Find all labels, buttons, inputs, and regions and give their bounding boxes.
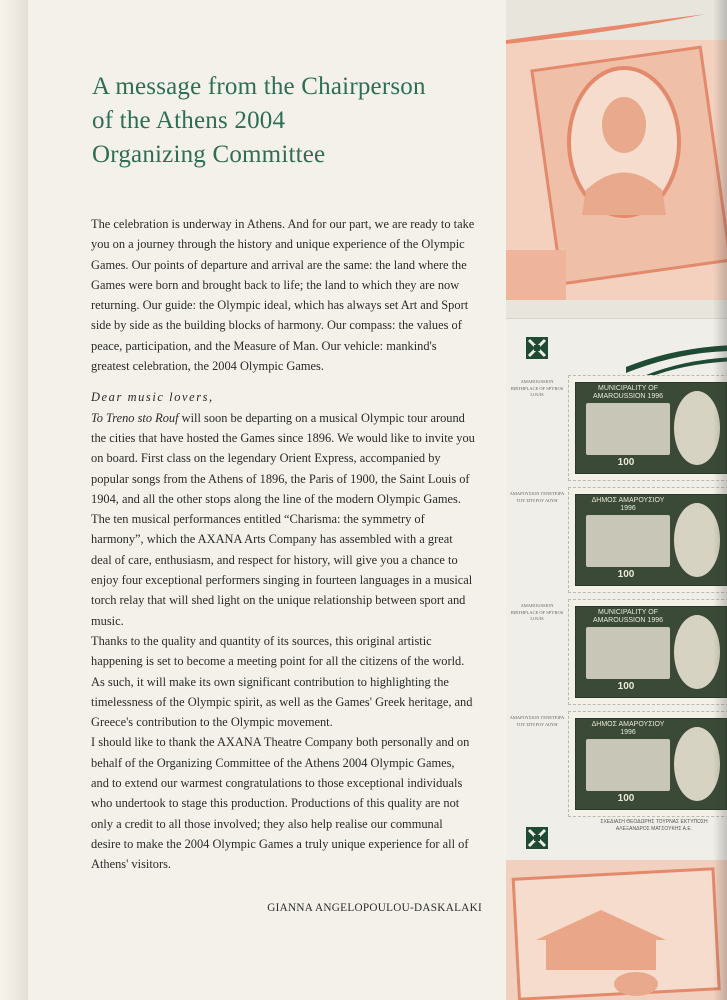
orange-swoosh: [506, 14, 727, 44]
page-edge: [0, 0, 29, 1000]
signature: GIANNA ANGELOPOULOU-DASKALAKI: [267, 902, 482, 914]
stamp-row: [506, 711, 727, 817]
stamp-header: MUNICIPALITY OF AMAROUSSION 1996: [592, 385, 664, 400]
stamp-value: 100: [617, 793, 635, 804]
paragraph-1: [91, 408, 475, 509]
stamp-sheet: [506, 318, 727, 863]
stamp-row: [506, 375, 727, 481]
cross-mark-icon: [526, 337, 548, 359]
stamp-picture: [586, 627, 670, 679]
cross-mark-icon: [526, 827, 548, 849]
paragraph-2: The ten musical performances entitled “Charisma: the symmetry of harmony”, which the AXANA Arts Company has assembled with a great deal of care, enthusiasm, and respect for history, will give you a chance to enjoy four exceptional performers singing in fourteen languages in a musical torch relay that will shed light on the unique relationship between sport and music.: [91, 512, 473, 628]
stamp-row: [506, 599, 727, 705]
stamp-picture: [586, 739, 670, 791]
page-title: [92, 70, 472, 172]
intro-paragraph: The celebration is underway in Athens. And for our part, we are ready to take you on a journey through the history and unique experience of the Olympic Games. Our points of departure and arrival are the same: the land where the Games were born and brought back to life; the land to which they are now returning. Our guide: the Olympic ideal, which has always set Art and Sport side by side as the building blocks of harmony. Our compass: the values of peace, participation, and the Measure of Man. Our vehicle: mankind's greatest celebration, the 2004 Olympic Games.: [91, 217, 475, 374]
stamp-picture: [586, 403, 670, 455]
stamp: [568, 599, 727, 705]
stamp-header: MUNICIPALITY OF AMAROUSSION 1996: [592, 609, 664, 624]
stamp-face: [575, 606, 727, 698]
stamp-caption: AMAROUSSION BIRTHPLACE OF SPYROS LOUIS: [510, 379, 564, 398]
stamp-caption: ΑΜΑΡΟΥΣΙΟΝ ΓΕΝΕΤΕΙΡΑ ΤΟΥ ΣΠΥΡΟΥ ΛΟΥΗ: [509, 491, 565, 503]
stamp-value: 100: [617, 569, 635, 580]
stamp-caption: AMAROUSSION BIRTHPLACE OF SPYROS LOUIS: [510, 603, 564, 622]
orange-stamp-illustration: [506, 40, 727, 300]
green-swoosh: [626, 337, 727, 377]
stamp-face: [575, 382, 727, 474]
message-body: [91, 214, 475, 875]
stamp: [568, 487, 727, 593]
stamp-header: ΔΗΜΟΣ ΑΜΑΡΟΥΣΙΟΥ 1996: [591, 721, 665, 736]
stamp: [568, 711, 727, 817]
title-line-1: A message from the Chairperson: [92, 73, 426, 100]
stamp-value: 100: [617, 457, 635, 468]
paragraph-1-text: will soon be departing on a musical Olympic tour around the cities that have hosted the Games since 1896. We would like to invite you on board. First class on the legendary Orient Express, accompanied by popular songs from the Athens of 1896, the Paris of 1900, the Saint Louis of 1904, and all the other stops along the line of the modern Olympic Games.: [91, 410, 475, 506]
title-line-3: Organizing Committee: [92, 141, 326, 168]
stamp: [568, 375, 727, 481]
orange-stamp-illustration: [506, 860, 727, 1000]
sheet-credit: ΣΧΕΔΙΑΣΗ ΘΕΟΔΩΡΗΣ ΤΟΥΡΝΑΣ ΕΚΤΥΠΩΣΗ ΑΛΕΞΑΝΔΡΟΣ ΜΑΤΣΟΥΚΗΣ Α.Ε.: [600, 819, 708, 832]
stamp-picture: [586, 515, 670, 567]
stamp-panel: [506, 0, 727, 1000]
orange-stamp-top: [506, 40, 727, 300]
show-title: To Treno sto Rouf: [91, 410, 179, 425]
stamp-row: [506, 487, 727, 593]
title-line-2: of the Athens 2004: [92, 107, 286, 134]
stamp-caption: ΑΜΑΡΟΥΣΙΟΝ ΓΕΝΕΤΕΙΡΑ ΤΟΥ ΣΠΥΡΟΥ ΛΟΥΗ: [509, 715, 565, 727]
orange-stamp-bottom: [506, 860, 727, 1000]
stamp-value: 100: [617, 681, 635, 692]
stamp-face: [575, 718, 727, 810]
binding-shadow: [713, 0, 727, 1000]
stamp-face: [575, 494, 727, 586]
paragraph-4: I should like to thank the AXANA Theatre Company both personally and on behalf of the Organizing Committee of the Athens 2004 Olympic Games, and to extend our warmest congratulations to those exceptional individuals who undertook to stage this production. Productions of this quality are not only a credit to all those involved; they also help realise our communal desire to make the 2004 Olympic Games a truly unique experience for all of Athens' visitors.: [91, 735, 470, 872]
salutation: Dear music lovers,: [91, 390, 214, 405]
paragraph-3: Thanks to the quality and quantity of its sources, this original artistic happening is set to become a meeting point for all the citizens of the world. As such, it will make its own significant contribution to highlighting the timelessness of the Olympic spirit, as well as the Games' Greek heritage, and Greece's contribution to the Olympic movement.: [91, 633, 473, 730]
stamp-header: ΔΗΜΟΣ ΑΜΑΡΟΥΣΙΟΥ 1996: [591, 497, 665, 512]
